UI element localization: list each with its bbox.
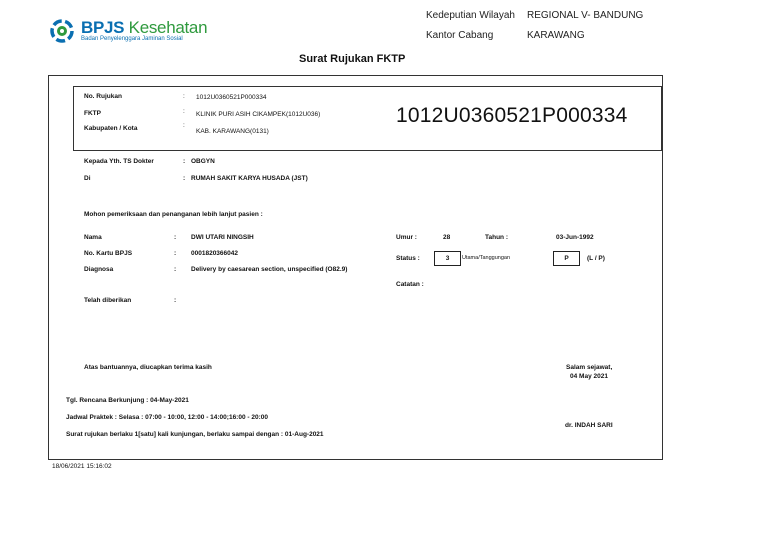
status-label: Status : [396,255,420,262]
bpjs-logo-icon [49,18,75,44]
kabupaten-value: KAB. KARAWANG(0131) [196,128,269,135]
kedeputian-label: Kedeputian Wilayah [426,10,515,21]
brand-name-light: Kesehatan [128,18,208,37]
brand-tagline: Badan Penyelenggara Jaminan Sosial [81,36,183,42]
no-rujukan-label: No. Rujukan [84,93,122,100]
kartu-label: No. Kartu BPJS [84,250,133,257]
status-note: Utama/Tanggungan [462,255,511,261]
kabupaten-sep: : [183,122,185,129]
gender-note: (L / P) [587,255,605,262]
no-rujukan-value: 1012U0360521P000334 [196,94,267,101]
rencana-berkunjung: Tgl. Rencana Berkunjung : 04-May-2021 [66,397,189,404]
salam-line2: 04 May 2021 [570,373,608,380]
tahun-label: Tahun : [485,234,508,241]
fktp-value: KLINIK PURI ASIH CIKAMPEK(1012U036) [196,111,321,118]
no-rujukan-sep: : [183,93,185,100]
di-value: RUMAH SAKIT KARYA HUSADA (JST) [191,175,308,182]
kedeputian-value: REGIONAL V- BANDUNG [527,10,644,21]
brand-name [81,18,207,38]
kartu-value: 0001820366042 [191,250,238,257]
fktp-sep: : [183,108,185,115]
kantor-value: KARAWANG [527,30,585,41]
diagnosa-value: Delivery by caesarean section, unspecified (O82.9) [191,266,348,273]
nama-label: Nama [84,234,102,241]
doctor-name: dr. INDAH SARI [565,422,613,429]
kepada-sep: : [183,158,186,165]
brand-name-bold: BPJS [81,18,125,37]
di-sep: : [183,175,186,182]
nama-value: DWI UTARI NINGSIH [191,234,254,241]
rujukan-number-large: 1012U0360521P000334 [396,104,628,127]
page-title: Surat Rujukan FKTP [299,53,406,65]
jadwal-praktek: Jadwal Praktek : Selasa : 07:00 - 10:00, 12:00 - 14:00;16:00 - 20:00 [66,414,268,421]
fktp-label: FKTP [84,110,101,117]
kepada-label: Kepada Yth. TS Dokter [84,158,154,165]
diagnosa-label: Diagnosa [84,266,114,273]
di-label: Di [84,175,91,182]
umur-value: 28 [443,234,451,241]
closing-text: Atas bantuannya, diucapkan terima kasih [84,364,212,371]
salam-line1: Salam sejawat, [566,364,613,371]
catatan-label: Catatan : [396,281,424,288]
kabupaten-label: Kabupaten / Kota [84,125,138,132]
diberikan-label: Telah diberikan [84,297,132,304]
umur-label: Umur : [396,234,417,241]
kantor-label: Kantor Cabang [426,30,494,41]
printed-timestamp: 18/06/2021 15:16:02 [52,463,112,470]
diagnosa-sep: : [174,266,177,273]
nama-sep: : [174,234,177,241]
tahun-value: 03-Jun-1992 [556,234,594,241]
intro-text: Mohon pemeriksaan dan penanganan lebih lanjut pasien : [84,211,263,218]
kartu-sep: : [174,250,177,257]
kepada-value: OBGYN [191,158,215,165]
masa-berlaku: Surat rujukan berlaku 1[satu] kali kunjungan, berlaku sampai dengan : 01-Aug-2021 [66,431,324,438]
diberikan-sep: : [174,297,177,304]
status-box: 3 [434,251,461,266]
gender-box: P [553,251,580,266]
